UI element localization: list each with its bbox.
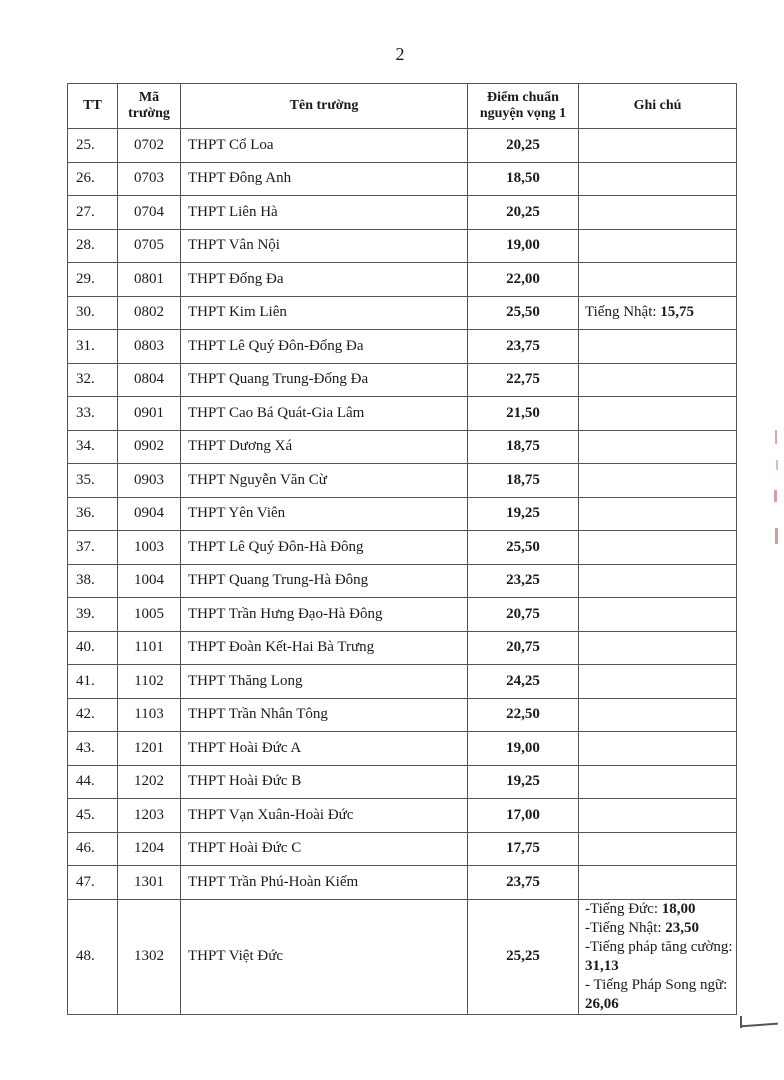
row-score: 19,25 — [468, 497, 579, 531]
row-school-code: 1004 — [118, 564, 181, 598]
note-label: - Tiếng Pháp Song ngữ: — [585, 976, 728, 993]
note-label: -Tiếng pháp tăng cường: — [585, 938, 733, 955]
row-school-code: 1201 — [118, 732, 181, 766]
note-value: 23,50 — [665, 919, 700, 936]
note-value: 15,75 — [660, 304, 695, 321]
row-school-code: 1301 — [118, 866, 181, 900]
row-school-name: THPT Trần Hưng Đạo-Hà Đông — [181, 598, 468, 632]
row-school-name: THPT Việt Đức — [181, 899, 468, 1014]
row-score: 22,75 — [468, 363, 579, 397]
row-school-name: THPT Hoài Đức C — [181, 832, 468, 866]
row-note — [579, 631, 737, 665]
row-score: 22,50 — [468, 698, 579, 732]
note-value: 26,06 — [585, 995, 619, 1012]
header-school-name: Tên trường — [181, 84, 468, 129]
row-tt: 28. — [68, 229, 118, 263]
row-school-name: THPT Đoàn Kết-Hai Bà Trưng — [181, 631, 468, 665]
row-tt: 26. — [68, 162, 118, 196]
row-school-code: 1202 — [118, 765, 181, 799]
row-school-code: 1302 — [118, 899, 181, 1014]
row-school-name: THPT Trần Phú-Hoàn Kiếm — [181, 866, 468, 900]
row-school-name: THPT Dương Xá — [181, 430, 468, 464]
row-note — [579, 732, 737, 766]
table-row — [68, 698, 737, 732]
table-row — [68, 665, 737, 699]
row-score: 22,00 — [468, 263, 579, 297]
row-school-name: THPT Đống Đa — [181, 263, 468, 297]
row-score: 21,50 — [468, 397, 579, 431]
note-line — [585, 938, 736, 976]
row-score: 20,75 — [468, 598, 579, 632]
row-tt: 42. — [68, 698, 118, 732]
row-school-name: THPT Thăng Long — [181, 665, 468, 699]
row-note — [579, 430, 737, 464]
row-school-code: 0705 — [118, 229, 181, 263]
note-line — [585, 919, 736, 938]
row-note — [579, 832, 737, 866]
row-tt: 37. — [68, 531, 118, 565]
row-note — [579, 497, 737, 531]
row-note — [579, 464, 737, 498]
header-tt: TT — [68, 84, 118, 129]
row-school-name: THPT Đông Anh — [181, 162, 468, 196]
note-line — [585, 976, 736, 1014]
table-row — [68, 799, 737, 833]
row-note — [579, 564, 737, 598]
row-school-code: 0703 — [118, 162, 181, 196]
row-tt: 44. — [68, 765, 118, 799]
header-score-line2: nguyện vọng 1 — [479, 106, 567, 121]
table-header-row — [68, 84, 737, 129]
row-score: 23,75 — [468, 330, 579, 364]
row-school-name: THPT Cổ Loa — [181, 129, 468, 163]
row-school-code: 0801 — [118, 263, 181, 297]
table-row — [68, 732, 737, 766]
row-tt: 25. — [68, 129, 118, 163]
table-row — [68, 162, 737, 196]
table-row — [68, 263, 737, 297]
pen-stroke — [740, 1016, 742, 1028]
row-note — [579, 598, 737, 632]
row-tt: 43. — [68, 732, 118, 766]
row-note — [579, 899, 737, 1014]
row-school-name: THPT Vạn Xuân-Hoài Đức — [181, 799, 468, 833]
row-school-name: THPT Liên Hà — [181, 196, 468, 230]
row-school-name: THPT Hoài Đức A — [181, 732, 468, 766]
table-row — [68, 631, 737, 665]
row-school-name: THPT Hoài Đức B — [181, 765, 468, 799]
table-row — [68, 363, 737, 397]
table-row — [68, 229, 737, 263]
row-tt: 31. — [68, 330, 118, 364]
scan-mark — [774, 490, 777, 502]
note-label: -Tiếng Nhật: — [585, 919, 666, 936]
row-note — [579, 129, 737, 163]
table-row — [68, 899, 737, 1014]
row-tt: 35. — [68, 464, 118, 498]
header-school-code-line1: Mã — [138, 90, 160, 105]
table-row — [68, 430, 737, 464]
header-score-line1: Điểm chuẩn — [487, 90, 559, 105]
row-school-name: THPT Quang Trung-Hà Đông — [181, 564, 468, 598]
table-row — [68, 464, 737, 498]
row-school-code: 0902 — [118, 430, 181, 464]
table-row — [68, 832, 737, 866]
note-label: Tiếng Nhật: — [585, 304, 661, 321]
row-note — [579, 296, 737, 330]
row-school-name: THPT Kim Liên — [181, 296, 468, 330]
table-row — [68, 564, 737, 598]
row-school-code: 1005 — [118, 598, 181, 632]
row-note — [579, 698, 737, 732]
note-line — [585, 900, 736, 919]
header-school-code-line2: trường — [128, 106, 170, 121]
row-school-code: 0903 — [118, 464, 181, 498]
row-school-code: 0704 — [118, 196, 181, 230]
table-row — [68, 531, 737, 565]
row-score: 25,50 — [468, 531, 579, 565]
row-school-code: 1003 — [118, 531, 181, 565]
pen-stroke — [740, 1023, 778, 1028]
table-row — [68, 129, 737, 163]
row-tt: 33. — [68, 397, 118, 431]
row-school-code: 0901 — [118, 397, 181, 431]
row-school-code: 0804 — [118, 363, 181, 397]
row-score: 19,25 — [468, 765, 579, 799]
row-school-code: 1103 — [118, 698, 181, 732]
row-tt: 46. — [68, 832, 118, 866]
row-school-code: 1102 — [118, 665, 181, 699]
row-score: 25,50 — [468, 296, 579, 330]
row-school-code: 0802 — [118, 296, 181, 330]
row-school-name: THPT Lê Quý Đôn-Đống Đa — [181, 330, 468, 364]
row-score: 18,75 — [468, 430, 579, 464]
row-note — [579, 162, 737, 196]
table-row — [68, 497, 737, 531]
row-tt: 41. — [68, 665, 118, 699]
row-school-name: THPT Nguyễn Văn Cừ — [181, 464, 468, 498]
row-note — [579, 263, 737, 297]
row-school-name: THPT Lê Quý Đôn-Hà Đông — [181, 531, 468, 565]
row-school-name: THPT Yên Viên — [181, 497, 468, 531]
scan-mark — [776, 460, 778, 470]
row-tt: 40. — [68, 631, 118, 665]
row-tt: 27. — [68, 196, 118, 230]
row-note — [579, 531, 737, 565]
table-row — [68, 330, 737, 364]
row-school-name: THPT Cao Bá Quát-Gia Lâm — [181, 397, 468, 431]
row-score: 17,00 — [468, 799, 579, 833]
table-row — [68, 296, 737, 330]
row-tt: 36. — [68, 497, 118, 531]
row-score: 19,00 — [468, 732, 579, 766]
scan-mark — [775, 528, 778, 544]
table-row — [68, 765, 737, 799]
table-row — [68, 866, 737, 900]
header-note: Ghi chú — [579, 84, 737, 129]
row-tt: 30. — [68, 296, 118, 330]
table-row — [68, 598, 737, 632]
table-row — [68, 397, 737, 431]
row-note — [579, 229, 737, 263]
row-score: 17,75 — [468, 832, 579, 866]
row-tt: 47. — [68, 866, 118, 900]
row-note — [579, 799, 737, 833]
table-row — [68, 196, 737, 230]
row-school-code: 1204 — [118, 832, 181, 866]
row-tt: 39. — [68, 598, 118, 632]
row-school-code: 1101 — [118, 631, 181, 665]
page-number: 2 — [395, 44, 405, 64]
row-note — [579, 665, 737, 699]
row-note — [579, 363, 737, 397]
row-score: 18,75 — [468, 464, 579, 498]
row-school-name: THPT Trần Nhân Tông — [181, 698, 468, 732]
note-label: -Tiếng Đức: — [585, 900, 662, 917]
row-school-code: 0702 — [118, 129, 181, 163]
row-note — [579, 397, 737, 431]
row-tt: 38. — [68, 564, 118, 598]
row-score: 18,50 — [468, 162, 579, 196]
table-body — [68, 129, 737, 1015]
row-tt: 34. — [68, 430, 118, 464]
row-tt: 48. — [68, 899, 118, 1014]
row-note — [579, 330, 737, 364]
row-score: 20,25 — [468, 196, 579, 230]
row-score: 20,25 — [468, 129, 579, 163]
row-note — [579, 196, 737, 230]
row-score: 19,00 — [468, 229, 579, 263]
row-score: 20,75 — [468, 631, 579, 665]
row-score: 23,25 — [468, 564, 579, 598]
note-value: 31,13 — [585, 957, 619, 974]
row-school-code: 0803 — [118, 330, 181, 364]
row-school-name: THPT Vân Nội — [181, 229, 468, 263]
row-note — [579, 765, 737, 799]
row-tt: 29. — [68, 263, 118, 297]
header-school-code — [118, 84, 181, 129]
row-school-name: THPT Quang Trung-Đống Đa — [181, 363, 468, 397]
row-school-code: 1203 — [118, 799, 181, 833]
scan-mark — [775, 430, 777, 444]
row-school-code: 0904 — [118, 497, 181, 531]
row-tt: 45. — [68, 799, 118, 833]
header-score — [468, 84, 579, 129]
note-value: 18,00 — [661, 900, 696, 917]
row-score: 25,25 — [468, 899, 579, 1014]
row-score: 23,75 — [468, 866, 579, 900]
row-note — [579, 866, 737, 900]
row-tt: 32. — [68, 363, 118, 397]
admission-score-table — [67, 83, 737, 1015]
row-score: 24,25 — [468, 665, 579, 699]
